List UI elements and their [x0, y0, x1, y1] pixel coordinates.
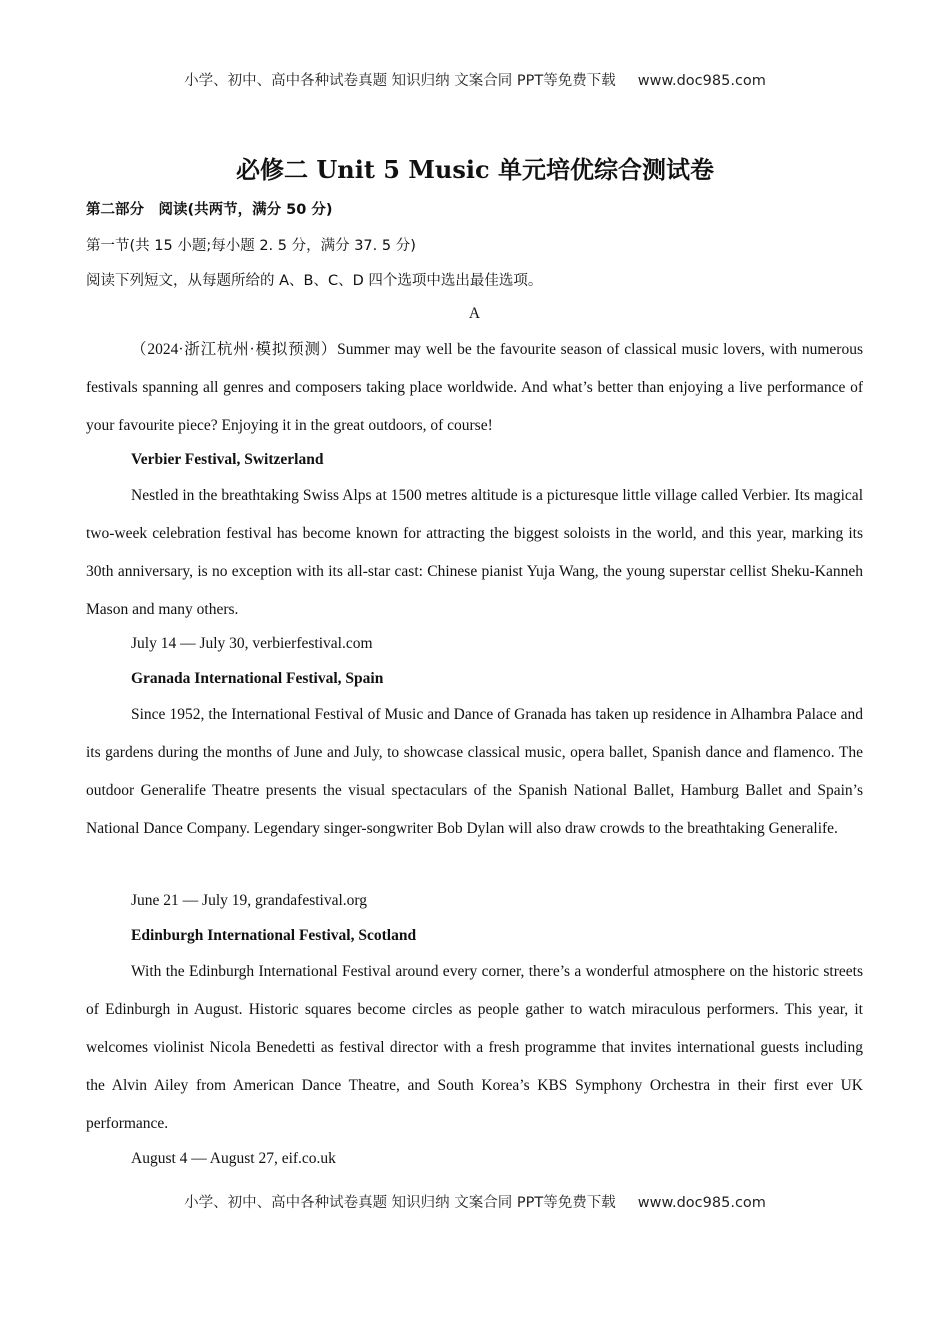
intro-paragraph: （2024·浙江杭州·模拟预测）Summer may well be the favourite season of classical music lovers, with numerous festivals spanning all genres and composers taking place worldwide. And what’s better than enjoying a live performance of your favourite piece? Enjoying it in the great outdoors, of course!	[86, 341, 863, 434]
section-heading: 第二部分 阅读(共两节，满分 50 分)	[86, 202, 333, 218]
festival-dates: July 14 — July 30, verbierfestival.com	[131, 635, 373, 652]
page-footer	[0, 1191, 950, 1212]
page-header	[0, 69, 950, 90]
footer-text: 小学、初中、高中各种试卷真题 知识归纳 文案合同 PPT等免费下载	[184, 1195, 616, 1211]
festival-description: Nestled in the breathtaking Swiss Alps at 1500 metres altitude is a picturesque little village called Verbier. Its magical two-week celebration festival has become known for attracting the biggest soloists in the world, and this year, marking its 30th anniversary, is no exception with its all-star cast: Chinese pianist Yuja Wang, the young superstar cellist Sheku-Kanneh Mason and many others.	[86, 487, 863, 618]
passage-label: A	[468, 305, 481, 322]
festival-description: With the Edinburgh International Festival around every corner, there’s a wonderful atmosphere on the historic streets of Edinburgh in August. Historic squares become circles as people gather to watch miraculous performers. This year, it welcomes violinist Nicola Benedetti as festival director with a fresh programme that invites international guests including the Alvin Ailey from American Dance Theatre, and South Korea’s KBS Symphony Orchestra in their first ever UK performance.	[86, 963, 863, 1132]
instruction-text: 阅读下列短文，从每题所给的 A、B、C、D 四个选项中选出最佳选项。	[86, 273, 543, 289]
subsection-heading: 第一节(共 15 小题;每小题 2. 5 分，满分 37. 5 分)	[86, 238, 416, 254]
festival-dates: June 21 — July 19, grandafestival.org	[131, 892, 368, 909]
festival-dates: August 4 — August 27, eif.co.uk	[131, 1150, 336, 1167]
header-text: 小学、初中、高中各种试卷真题 知识归纳 文案合同 PPT等免费下载	[184, 73, 616, 89]
header-site-link[interactable]: www.doc985.com	[637, 73, 766, 89]
document-title: 必修二 Unit 5 Music 单元培优综合测试卷	[236, 155, 714, 184]
festival-name: Verbier Festival, Switzerland	[131, 451, 324, 468]
festival-name: Edinburgh International Festival, Scotland	[131, 927, 417, 944]
festival-name: Granada International Festival, Spain	[131, 670, 384, 687]
festival-description: Since 1952, the International Festival of Music and Dance of Granada has taken up residence in Alhambra Palace and its gardens during the months of June and July, to showcase classical music, opera ballet, Spanish dance and flamenco. The outdoor Generalife Theatre presents the visual spectaculars of the Spanish National Ballet, Hamburg Ballet and Spain’s National Dance Company. Legendary singer-songwriter Bob Dylan will also draw crowds to the breathtaking Generalife.	[86, 706, 863, 837]
footer-site-link[interactable]: www.doc985.com	[637, 1195, 766, 1211]
